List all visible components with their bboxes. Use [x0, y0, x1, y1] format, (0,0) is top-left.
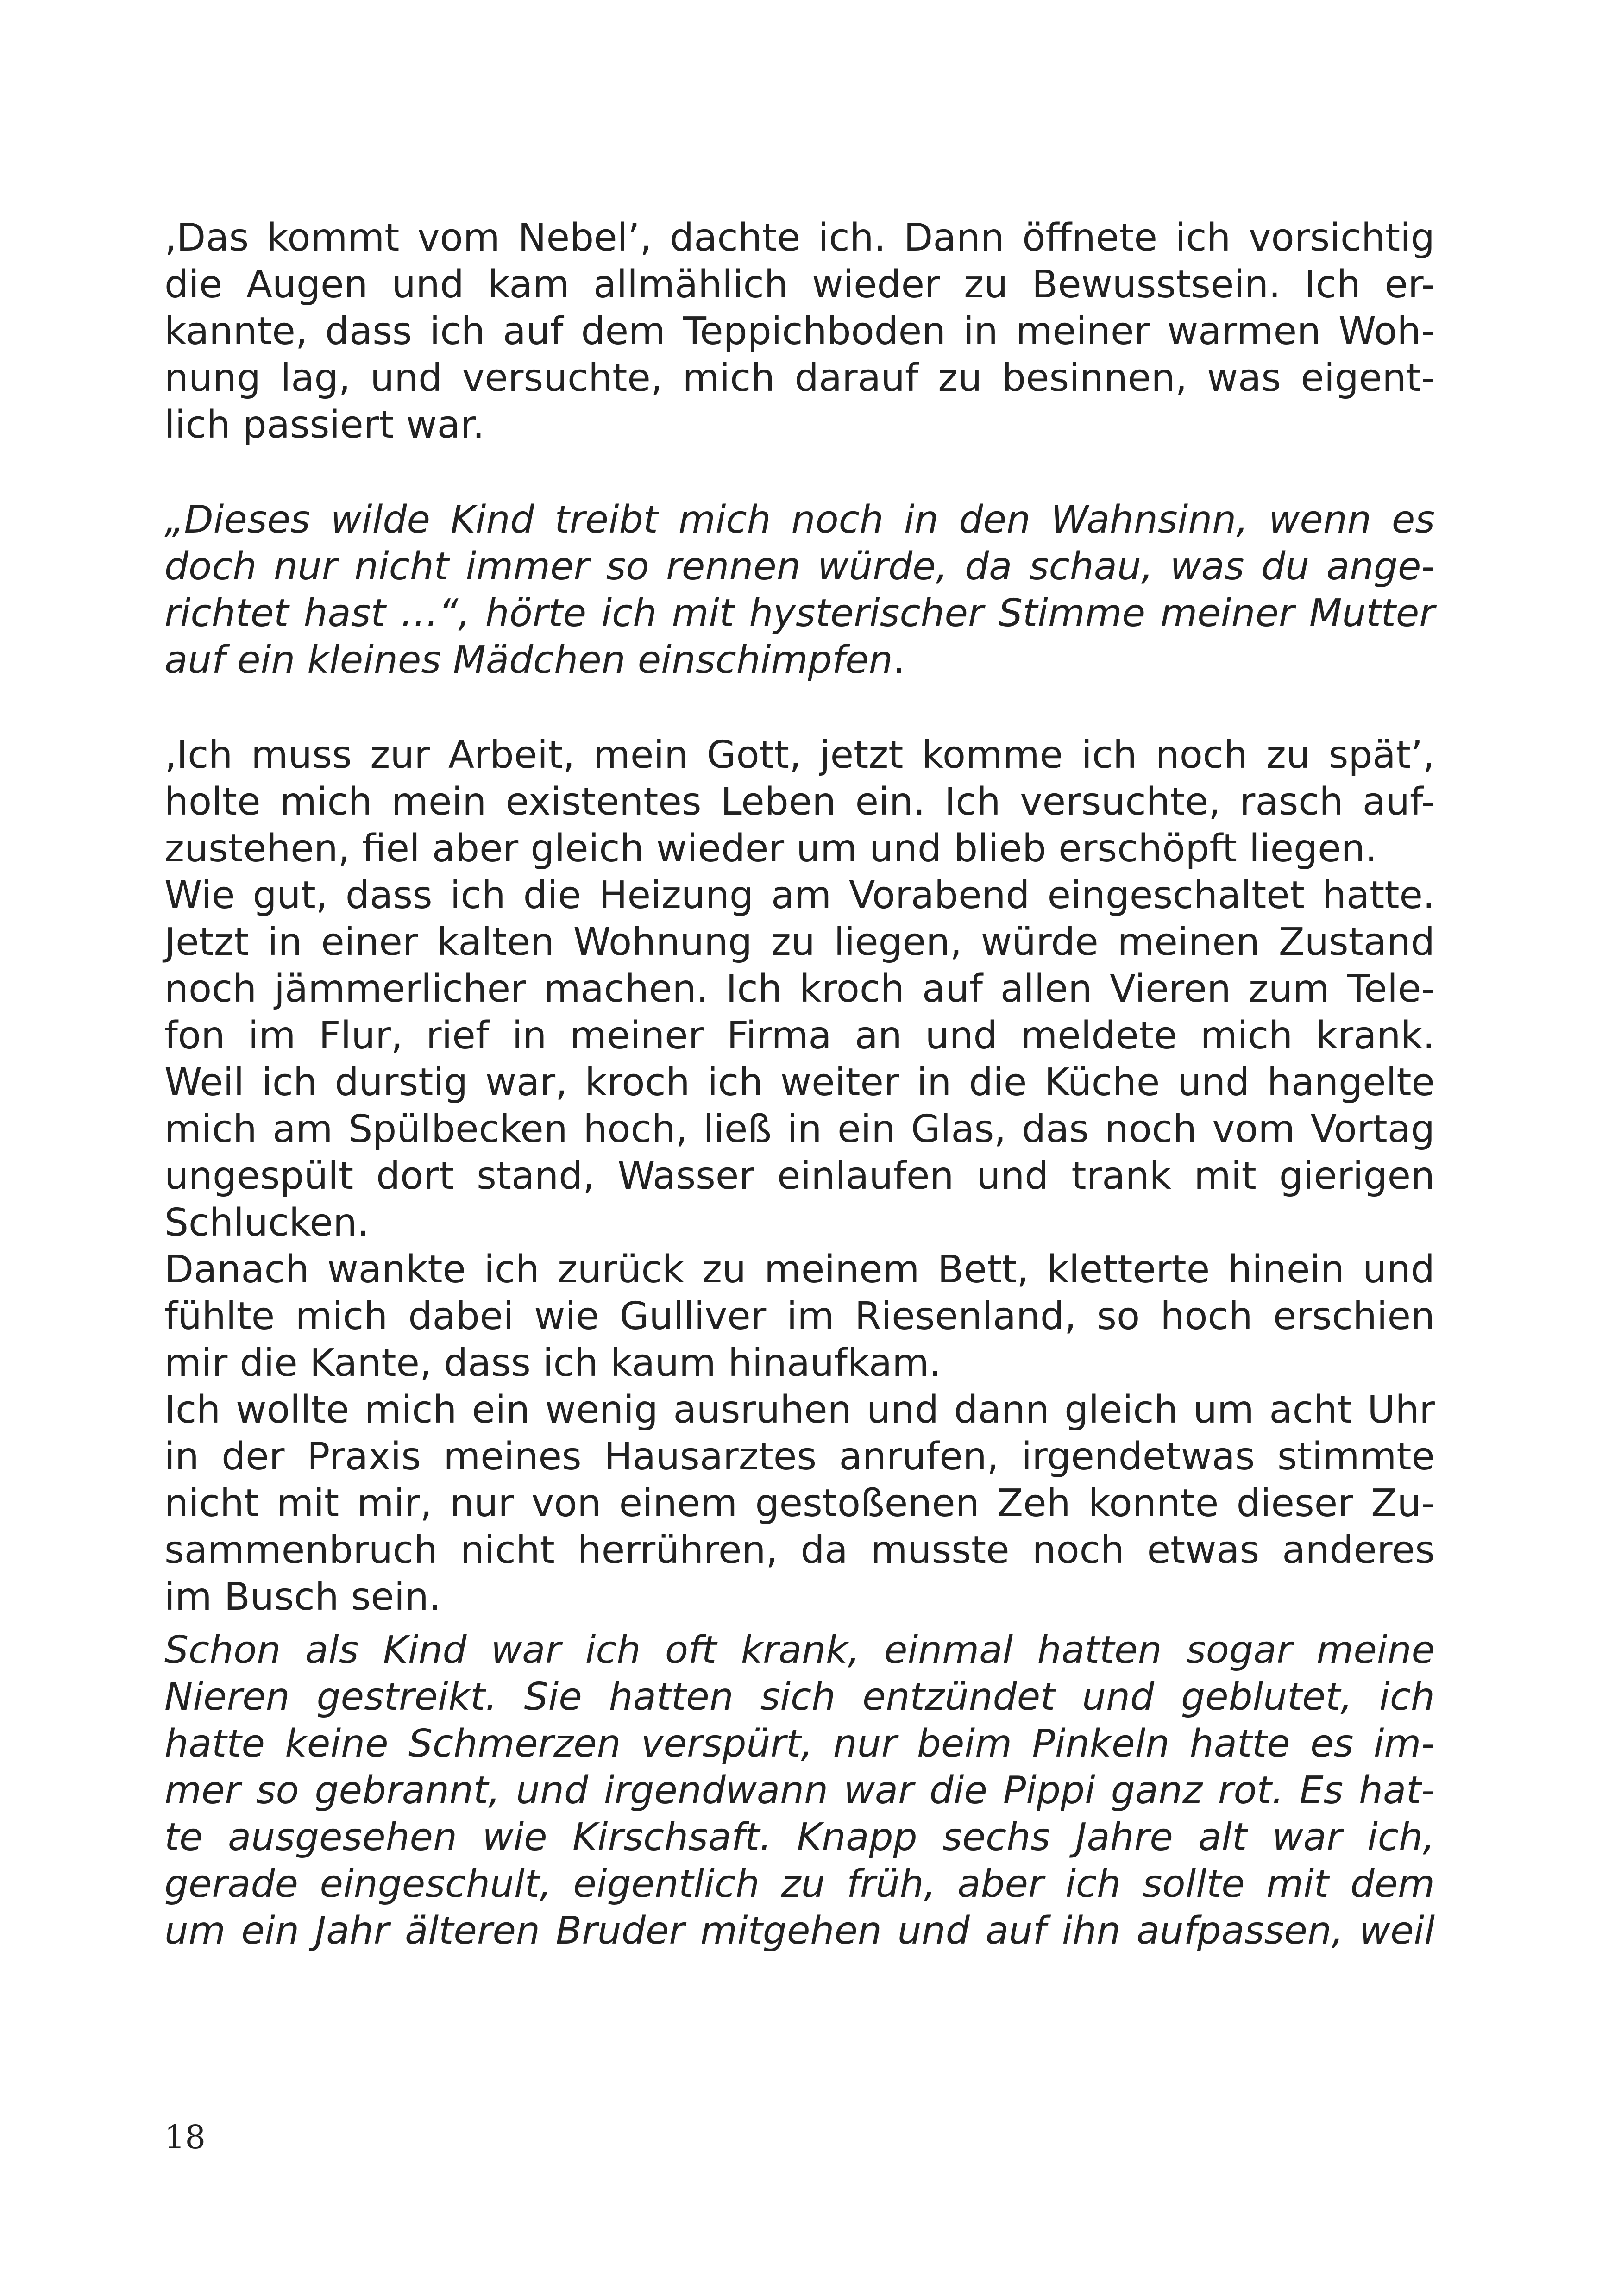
text-line: nicht mit mir, nur von einem gestoßenen Zeh konnte dieser Zu- — [164, 1481, 1435, 1525]
text-line: gerade eingeschult, eigentlich zu früh, aber ich sollte mit dem — [164, 1862, 1435, 1906]
text-line: richtet hast …“, hörte ich mit hysterischer Stimme meiner Mutter — [164, 591, 1435, 635]
text-line: nung lag, und versuchte, mich darauf zu besinnen, was eigent- — [164, 356, 1435, 400]
page-number: 18 — [164, 2118, 206, 2156]
text-line: mich am Spülbecken hoch, ließ in ein Glas, das noch vom Vortag — [164, 1107, 1435, 1151]
text-line: „Dieses wilde Kind treibt mich noch in den Wahnsinn, wenn es — [164, 498, 1435, 542]
text-line: die Augen und kam allmählich wieder zu Bewusstsein. Ich er- — [164, 263, 1435, 307]
text-line: holte mich mein existentes Leben ein. Ich versuchte, rasch auf- — [164, 780, 1435, 824]
text-line: Nieren gestreikt. Sie hatten sich entzündet und geblutet, ich — [164, 1675, 1435, 1719]
text-line: Danach wankte ich zurück zu meinem Bett, kletterte hinein und — [164, 1248, 1435, 1292]
text-line: fühlte mich dabei wie Gulliver im Riesenland, so hoch erschien — [164, 1294, 1435, 1338]
text-line: lich passiert war. — [164, 403, 485, 447]
text-line: ‚Das kommt vom Nebel’, dachte ich. Dann öffnete ich vorsichtig — [164, 216, 1435, 260]
text-line: hatte keine Schmerzen verspürt, nur beim Pinkeln hatte es im- — [164, 1722, 1435, 1766]
text-line: Wie gut, dass ich die Heizung am Vorabend eingeschaltet hatte. — [164, 873, 1435, 917]
paragraph-2-italic — [164, 496, 1435, 684]
paragraph-1 — [164, 214, 1435, 448]
text-line: Weil ich durstig war, kroch ich weiter in die Küche und hangelte — [164, 1060, 1435, 1104]
text-line: in der Praxis meines Hausarztes anrufen, irgendetwas stimmte — [164, 1435, 1435, 1479]
text-line: doch nur nicht immer so rennen würde, da schau, was du ange- — [164, 545, 1435, 589]
text-line: um ein Jahr älteren Bruder mitgehen und auf ihn aufpassen, weil — [164, 1909, 1435, 1953]
text-line: zustehen, fiel aber gleich wieder um und blieb erschöpft liegen. — [164, 827, 1377, 871]
text-line: kannte, dass ich auf dem Teppichboden in meiner warmen Woh- — [164, 309, 1435, 353]
line-suffix: . — [892, 638, 905, 682]
text-line-with-suffix — [164, 637, 1435, 684]
text-line: mer so gebrannt, und irgendwann war die Pippi ganz rot. Es hat- — [164, 1769, 1435, 1813]
text-line: ungespült dort stand, Wasser einlaufen und trank mit gierigen — [164, 1154, 1435, 1198]
text-line: Jetzt in einer kalten Wohnung zu liegen, würde meinen Zustand — [164, 920, 1435, 964]
paragraph-4-italic — [164, 1627, 1435, 1954]
text-line: sammenbruch nicht herrühren, da musste noch etwas anderes — [164, 1528, 1435, 1572]
italic-text: auf ein kleines Mädchen einschimpfen — [164, 638, 893, 682]
text-line: mir die Kante, dass ich kaum hinaufkam. — [164, 1341, 942, 1385]
text-line: noch jämmerlicher machen. Ich kroch auf allen Vieren zum Tele- — [164, 967, 1435, 1011]
text-line: Schon als Kind war ich oft krank, einmal hatten sogar meine — [164, 1628, 1435, 1672]
text-line: Schlucken. — [164, 1201, 369, 1245]
paragraph-3 — [164, 732, 1435, 1620]
text-line: fon im Flur, rief in meiner Firma an und meldete mich krank. — [164, 1014, 1435, 1058]
text-line: im Busch sein. — [164, 1575, 441, 1619]
text-line: te ausgesehen wie Kirschsaft. Knapp sechs Jahre alt war ich, — [164, 1815, 1435, 1859]
text-line: ‚Ich muss zur Arbeit, mein Gott, jetzt komme ich noch zu spät’, — [164, 733, 1435, 777]
text-line: Ich wollte mich ein wenig ausruhen und dann gleich um acht Uhr — [164, 1388, 1435, 1432]
